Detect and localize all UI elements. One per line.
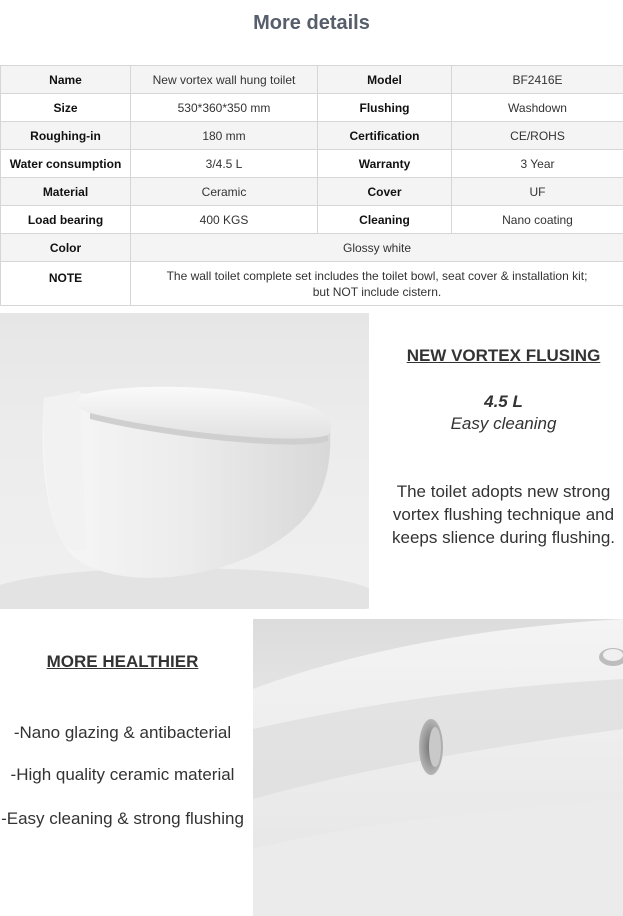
table-row <box>1 122 623 150</box>
note-line: but NOT include cistern. <box>312 284 442 299</box>
wall-hung-toilet-photo <box>0 313 369 609</box>
list-item: -Easy cleaning & strong flushing <box>1 809 244 828</box>
feature-title: NEW VORTEX FLUSING <box>406 346 601 365</box>
spec-key: Model <box>318 66 452 94</box>
spec-key: NOTE <box>1 262 131 306</box>
spec-value: Ceramic <box>131 178 318 206</box>
page-title: More details <box>253 12 370 34</box>
desc-line: keeps slience during flushing. <box>391 528 616 547</box>
spec-key: Load bearing <box>1 206 131 234</box>
desc-line: vortex flushing technique and <box>392 505 615 524</box>
table-row <box>1 262 623 306</box>
spec-key: Certification <box>318 122 452 150</box>
spec-value: New vortex wall hung toilet <box>131 66 318 94</box>
table-row <box>1 206 623 234</box>
spec-value: Glossy white <box>131 234 623 262</box>
spec-key: Name <box>1 66 131 94</box>
spec-value: 400 KGS <box>131 206 318 234</box>
feature-vortex <box>384 346 623 549</box>
spec-key: Water consumption <box>1 150 131 178</box>
table-row <box>1 66 623 94</box>
table-row <box>1 178 623 206</box>
spec-key: Size <box>1 94 131 122</box>
note-value <box>131 262 623 306</box>
note-line: The wall toilet complete set includes the toilet bowl, seat cover & installation kit; <box>166 268 588 283</box>
flush-volume: 4.5 L <box>484 392 523 411</box>
list-item: -Nano glazing & antibacterial <box>13 723 232 742</box>
spec-value: 180 mm <box>131 122 318 150</box>
spec-value: 3/4.5 L <box>131 150 318 178</box>
desc-line: The toilet adopts new strong <box>396 482 611 501</box>
spec-key: Material <box>1 178 131 206</box>
spec-value: Nano coating <box>452 206 623 234</box>
spec-value: UF <box>452 178 623 206</box>
spec-key: Cleaning <box>318 206 452 234</box>
toilet-bowl-closeup-photo <box>253 619 623 916</box>
spec-key: Flushing <box>318 94 452 122</box>
spec-value: 3 Year <box>452 150 623 178</box>
feature-title: MORE HEALTHIER <box>46 652 199 671</box>
spec-table <box>0 65 623 306</box>
feature-subtitle: Easy cleaning <box>450 414 557 433</box>
feature-description <box>384 480 623 549</box>
spec-value: Washdown <box>452 94 623 122</box>
spec-value: BF2416E <box>452 66 623 94</box>
list-item: -High quality ceramic material <box>10 765 235 784</box>
spec-key: Cover <box>318 178 452 206</box>
table-row <box>1 150 623 178</box>
spec-value: CE/ROHS <box>452 122 623 150</box>
table-row <box>1 94 623 122</box>
spec-key: Warranty <box>318 150 452 178</box>
spec-key: Color <box>1 234 131 262</box>
spec-value: 530*360*350 mm <box>131 94 318 122</box>
spec-key: Roughing-in <box>1 122 131 150</box>
feature-healthier <box>0 652 245 829</box>
table-row <box>1 234 623 262</box>
